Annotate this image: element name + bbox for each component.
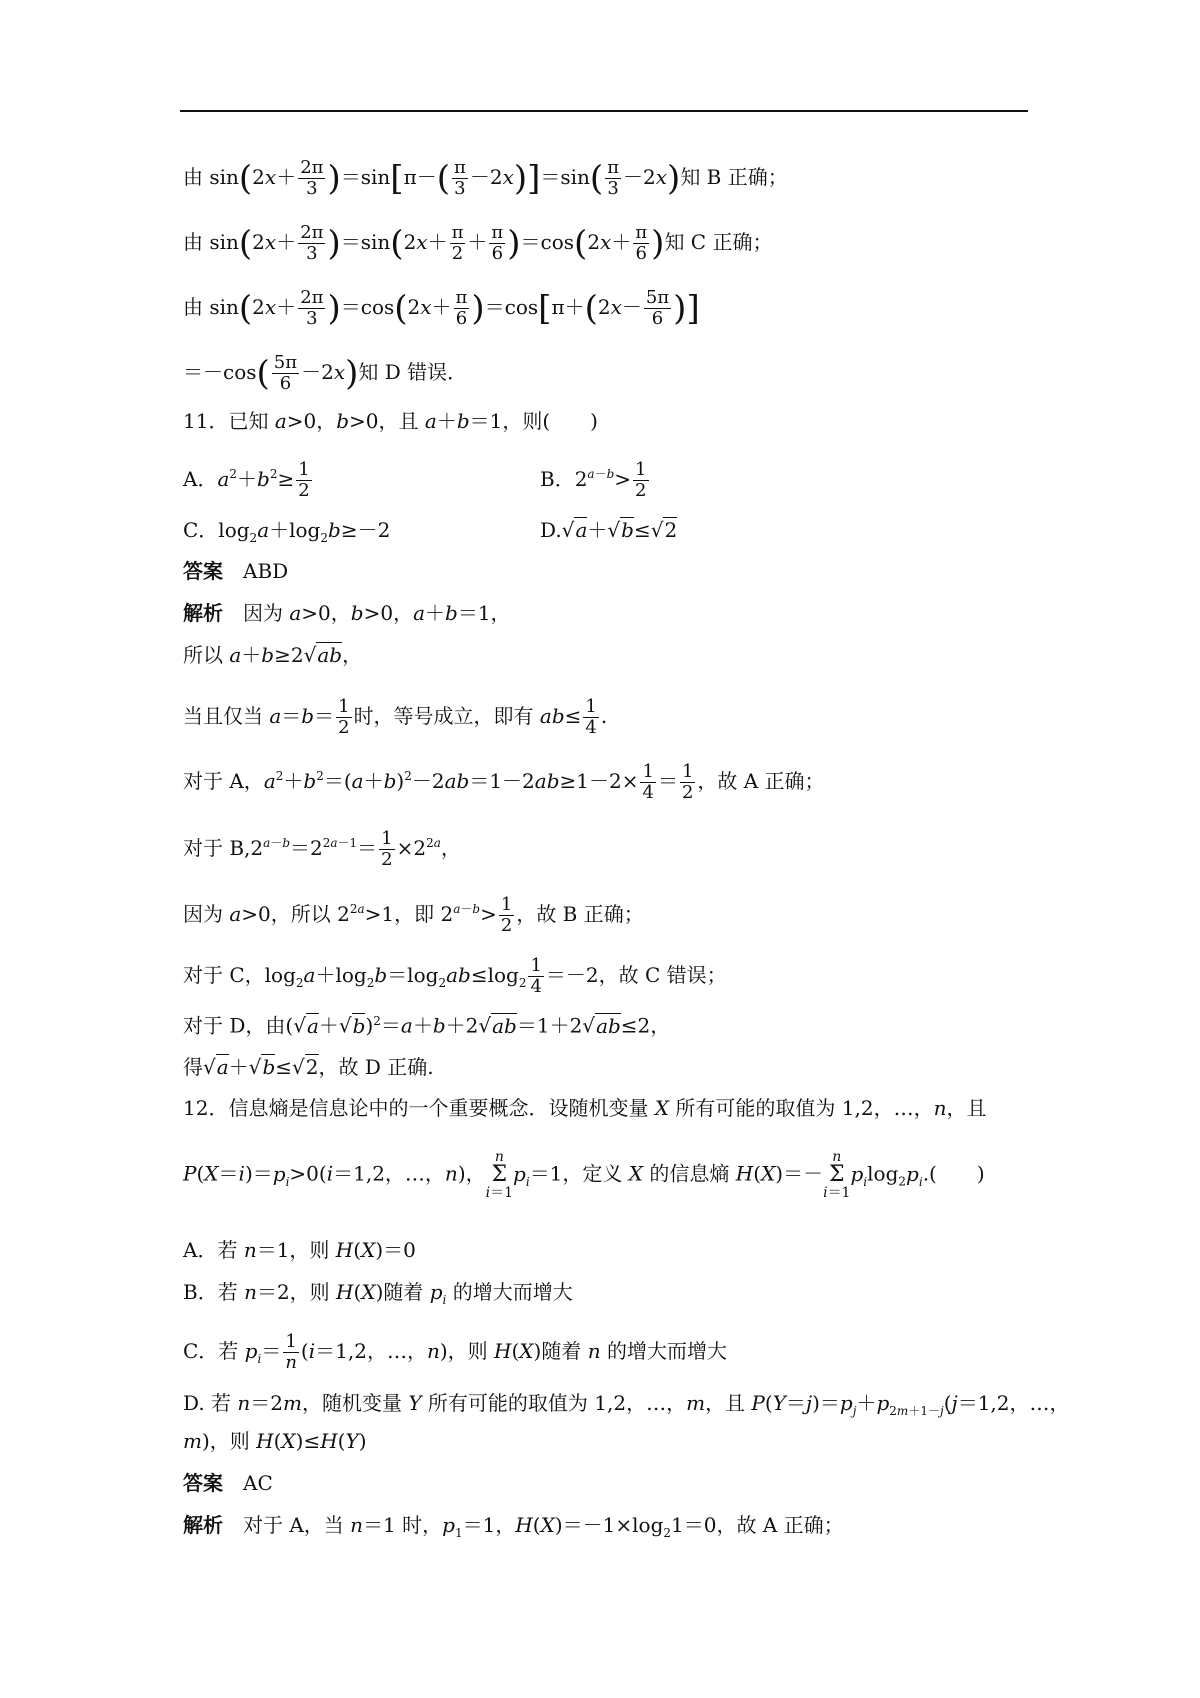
q11-option-b: B．$2^{a-b}>$ $\frac{1}{2}$ bbox=[540, 459, 647, 501]
prev-line-1: 由 sin(2x＋ $\frac{2\pi}{3}$ )＝sin[π－( $\frac{\pi}{3}$ －2x)]＝sin( $\frac{\pi}{3}$ －2x)知 B 正确； bbox=[183, 157, 788, 199]
q11-option-c: C．$\log_2a+\log_2b\ge-2$ bbox=[183, 518, 391, 545]
answer-value: AC bbox=[243, 1471, 273, 1495]
q11-analysis-3: 当且仅当 a＝b＝ $\frac{1}{2}$ 时，等号成立，即有 ab≤ $\frac{1}{4}$ . bbox=[183, 696, 608, 738]
q11-analysis-1: 解析 因为 a>0，b>0，a＋b＝1， bbox=[183, 601, 511, 625]
q11-analysis-8: 对于 D，由$(√a+√b)^2=a+b+2√ab=1+2√ab\le 2$， bbox=[183, 1013, 671, 1038]
prev-line-3: 由 sin(2x＋ $\frac{2\pi}{3}$ )＝cos(2x＋ $\frac{\pi}{6}$ )＝cos[π＋(2x－ $\frac{5\pi}{6}$ )] bbox=[183, 287, 700, 329]
q11-stem: 11．已知 a>0，b>0，且 a＋b＝1，则( ) bbox=[183, 409, 598, 433]
q11-option-a: A．$a^2+b^2\ge$ $\frac{1}{2}$ bbox=[183, 459, 310, 501]
q12-option-b: B．若 n＝2，则 H(X)随着 $p_i$ 的增大而增大 bbox=[183, 1280, 573, 1307]
q11-answer bbox=[183, 561, 288, 581]
q12-stem-1: 12．信息熵是信息论中的一个重要概念．设随机变量 X 所有可能的取值为 1,2，…，n，且 bbox=[183, 1096, 987, 1120]
q11-option-d: D.√a＋√b≤√2 bbox=[540, 518, 678, 542]
q12-analysis-1: 解析 对于 A，当 n＝1 时，$p_1=1$，$H(X)=-1\times\log_21=0$，故 A 正确； bbox=[183, 1513, 844, 1540]
q11-analysis-9: 得√a＋√b≤√2，故 D 正确. bbox=[183, 1055, 434, 1079]
header-rule bbox=[180, 110, 1028, 112]
analysis-label: 解析 bbox=[183, 1513, 223, 1537]
prev-line-4: ＝－cos( $\frac{5\pi}{6}$ －2x)知 D 错误． bbox=[183, 352, 468, 394]
q12-option-d-1: D. 若 n＝2m，随机变量 Y 所有可能的取值为 1,2，…，m，且 $P(Y=j)=p_j+p_{2m+1-j}(j=1,2$，…， bbox=[183, 1391, 1070, 1418]
q12-option-d-2: m)，则 H(X)≤H(Y) bbox=[183, 1429, 367, 1453]
answer-value: ABD bbox=[243, 559, 289, 583]
q11-analysis-6: 因为 a>0，所以 $2^{2a}>1$，即 $2^{a-b}>$ $\frac{1}{2}$ ，故 B 正确； bbox=[183, 894, 644, 936]
q12-option-a: A．若 n＝1，则 H(X)＝0 bbox=[183, 1238, 416, 1262]
prev-line-2: 由 sin(2x＋ $\frac{2\pi}{3}$ )＝sin(2x＋ $\frac{\pi}{2}$ ＋ $\frac{\pi}{6}$ )＝cos(2x＋ $\frac{\pi}{6}$ )知 C 正确； bbox=[183, 222, 773, 264]
answer-label: 答案 bbox=[183, 1471, 223, 1495]
q12-answer bbox=[183, 1473, 273, 1493]
q12-stem-2: $P(X=i)=p_i>0(i=1,2$，…，n)，n Σ $i=1p_i=1$，定义 X 的信息熵 H(X)＝－n Σ $i=1p_i\log_2p_i$.( ) bbox=[183, 1149, 985, 1201]
q12-option-c: C．若 $p_i=$ $\frac{1}{n}$ (i＝1,2，…，n)，则 H(X)随着 n 的增大而增大 bbox=[183, 1331, 727, 1373]
q11-analysis-4: 对于 A，$a^2+b^2=(a+b)^2-2ab=1-2ab\ge 1-2\times$ $\frac{1}{4}$ ＝ $\frac{1}{2}$ ，故 A 正确； bbox=[183, 761, 825, 803]
analysis-label: 解析 bbox=[183, 601, 223, 625]
answer-label: 答案 bbox=[183, 559, 223, 583]
q11-analysis-2: 所以 a＋b≥2√ab， bbox=[183, 643, 363, 667]
q11-analysis-7: 对于 C，$\log_2a+\log_2b=\log_2ab\le\log_2$ $\frac{1}{4}$ ＝－2，故 C 错误； bbox=[183, 955, 727, 997]
q11-analysis-5: 对于 $B,2^{a-b}=2^{2a-1}=$ $\frac{1}{2}$ $\times 2^{2a}$， bbox=[183, 828, 461, 870]
